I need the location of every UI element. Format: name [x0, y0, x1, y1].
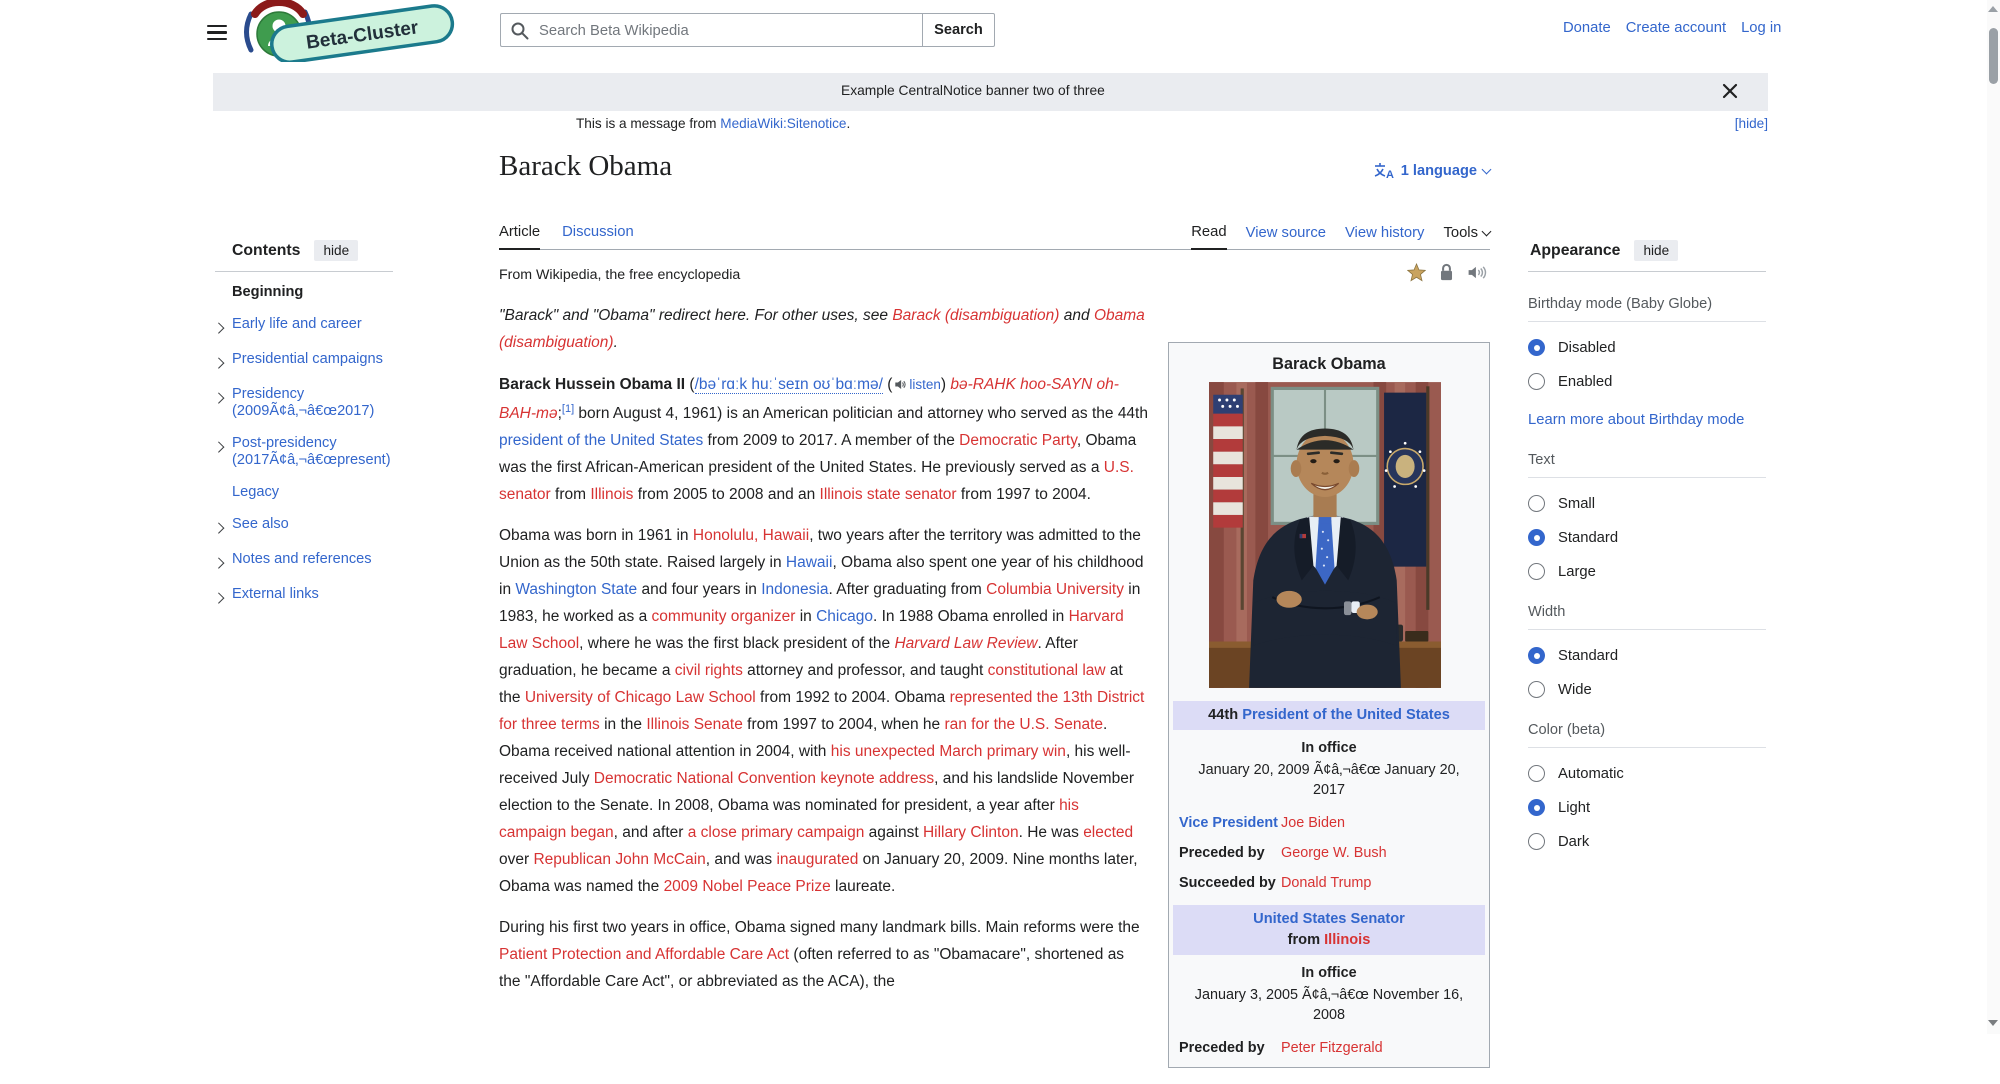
infobox-row-value[interactable]: Donald Trump — [1281, 875, 1372, 891]
text-run: over — [499, 851, 534, 868]
toc-list — [215, 284, 393, 606]
text-run: in — [795, 608, 817, 625]
featured-star-icon — [1407, 263, 1426, 287]
speaker-icon — [894, 373, 907, 400]
beta-cluster-logo-image — [243, 0, 458, 62]
link-create-account[interactable]: Create account — [1625, 20, 1727, 36]
text-run: from 2005 to 2008 and an — [633, 486, 820, 503]
search-icon — [510, 21, 530, 46]
article-link[interactable]: Illinois Senate — [646, 716, 743, 733]
text-run: . After graduating from — [828, 581, 987, 598]
text-run: (often referred to as "Obamacare", shortened as the "Affordable Care Act", or abbreviated as the ACA), the — [499, 946, 1125, 990]
toc-link[interactable]: See also — [232, 516, 289, 532]
article-link[interactable]: Honolulu, Hawaii — [692, 527, 810, 544]
text-run: , Obama also spent one year of his childhood in — [499, 554, 1144, 598]
chevron-down-icon — [1482, 164, 1492, 174]
option-label: Standard — [1558, 647, 1619, 664]
search-button[interactable]: Search — [922, 13, 995, 47]
option-label: Light — [1558, 799, 1591, 816]
article-link[interactable]: inaugurated — [776, 851, 859, 868]
toc-link[interactable]: Legacy — [232, 484, 280, 500]
view-tabs — [1191, 224, 1490, 249]
sitenotice-hide-link[interactable]: [hide] — [1734, 116, 1768, 131]
article-link[interactable]: Columbia University — [986, 581, 1124, 598]
toc-link[interactable]: Early life and career — [232, 316, 362, 332]
appearance-panel — [1528, 240, 1766, 867]
radio-small[interactable] — [1528, 495, 1545, 512]
infobox-row-preceded-by — [1173, 838, 1485, 868]
radio-automatic[interactable] — [1528, 765, 1545, 782]
article-link[interactable]: Republican John McCain — [533, 851, 706, 868]
article-link[interactable]: Chicago — [816, 608, 873, 625]
article-link[interactable]: U.S. senator — [499, 459, 1134, 503]
scroll-down-icon[interactable] — [1988, 1020, 1998, 1026]
infobox-row-label[interactable]: Vice President — [1179, 815, 1278, 831]
text-run: . Obama received national attention in 2004, with — [499, 716, 1108, 760]
link-log-in[interactable]: Log in — [1741, 20, 1782, 36]
text-run: . After graduation, he became a — [499, 635, 1078, 679]
radio-enabled[interactable] — [1528, 373, 1545, 390]
view-read[interactable] — [1191, 224, 1226, 250]
toc-link[interactable]: External links — [232, 586, 319, 602]
toc-link[interactable]: Notes and references — [232, 551, 372, 567]
banner-text: Example CentralNotice banner two of three — [841, 83, 1105, 98]
article-link[interactable]: Patient Protection and Affordable Care Act — [499, 946, 790, 963]
site-subtitle: From Wikipedia, the free encyclopedia — [499, 267, 741, 283]
radio-dark[interactable] — [1528, 833, 1545, 850]
link-donate[interactable]: Donate — [1563, 20, 1611, 36]
article-link[interactable]: his unexpected March primary win — [830, 743, 1066, 760]
text-run: from 1992 to 2004. Obama — [755, 689, 950, 706]
language-count: 1 language — [1400, 162, 1477, 179]
option-color-beta-dark[interactable] — [1528, 833, 1766, 850]
option-text-standard[interactable] — [1528, 529, 1766, 546]
option-color-beta-automatic[interactable] — [1528, 765, 1766, 782]
infobox-sections — [1173, 730, 1485, 1063]
option-birthday-mode-baby-globe-disabled[interactable] — [1528, 339, 1766, 356]
in-office-label: In office — [1301, 965, 1357, 981]
article-link[interactable]: 2009 Nobel Peace Prize — [663, 878, 831, 895]
infobox-row-preceded-by — [1173, 1033, 1485, 1063]
appearance-heading-birthday-mode-baby-globe: Birthday mode (Baby Globe) — [1528, 296, 1766, 322]
article-link[interactable]: Hillary Clinton — [922, 824, 1019, 841]
option-color-beta-light[interactable] — [1528, 799, 1766, 816]
infobox-row-value[interactable]: George W. Bush — [1281, 845, 1387, 861]
article-link[interactable]: Illinois — [1324, 932, 1371, 948]
article-link[interactable]: University of Chicago Law School — [524, 689, 756, 706]
article-link[interactable]: elected — [1083, 824, 1134, 841]
article-link[interactable]: [1] — [561, 402, 575, 415]
toc-link[interactable]: Presidential campaigns — [232, 351, 383, 367]
beta-cluster-logo[interactable] — [243, 0, 458, 62]
article-link[interactable]: Washington State — [515, 581, 638, 598]
title-row — [499, 150, 1490, 196]
sitenotice-text — [576, 116, 850, 131]
text-run: Obama was born in 1961 in — [499, 527, 693, 544]
toc-item-early-life-and-career — [215, 316, 393, 336]
article-link[interactable]: bə-RAHK hoo-SAYN oh-BAH-mə — [499, 376, 1119, 422]
infobox-office-header — [1173, 905, 1485, 955]
text-run: in 1983, he worked as a — [499, 581, 1141, 625]
article-link[interactable]: president of the United States — [499, 432, 704, 449]
table-of-contents — [215, 240, 393, 621]
option-text-large[interactable] — [1528, 563, 1766, 580]
toc-item-presidency-2009-2017 — [215, 386, 393, 420]
office-header-line — [1175, 930, 1483, 951]
chevron-right-icon[interactable] — [215, 316, 232, 336]
text-run: at the — [499, 662, 1123, 706]
infobox-title: Barack Obama — [1272, 355, 1386, 373]
text-run: in the — [599, 716, 647, 733]
language-selector[interactable] — [1374, 162, 1490, 179]
close-icon[interactable] — [1718, 80, 1742, 104]
toc-item-notes-and-references — [215, 551, 393, 571]
toc-link[interactable]: Beginning — [232, 284, 304, 300]
appearance-hide-button[interactable]: hide — [1634, 240, 1678, 261]
infobox-caption — [1173, 701, 1485, 730]
appearance-heading-text: Text — [1528, 452, 1766, 478]
article-link[interactable]: Harvard Law Review — [894, 635, 1038, 652]
radio-disabled[interactable] — [1528, 339, 1545, 356]
view-view-source[interactable] — [1246, 225, 1326, 249]
text-run: Barack Hussein Obama II — [499, 376, 686, 393]
article-link[interactable]: his campaign began — [499, 797, 1079, 841]
text-run: During his first two years in office, Obama signed many landmark bills. Main reforms were the — [499, 919, 1140, 936]
view-label: Tools — [1443, 225, 1478, 241]
chevron-right-icon[interactable] — [215, 351, 232, 371]
appearance-title: Appearance — [1530, 241, 1621, 259]
appearance-heading-width: Width — [1528, 604, 1766, 630]
text-run: 44th — [1208, 707, 1243, 723]
toc-item-see-also — [215, 516, 393, 536]
office-dates: January 20, 2009 Ã¢â‚¬â€œ January 20, 2017 — [1198, 762, 1460, 798]
radio-standard[interactable] — [1528, 647, 1545, 664]
sitenotice — [213, 112, 1768, 136]
search-input[interactable] — [537, 14, 916, 48]
infobox-row-value[interactable]: Joe Biden — [1281, 815, 1346, 831]
menu-icon[interactable] — [205, 19, 231, 43]
infobox — [1168, 342, 1490, 1068]
article-link[interactable]: Harvard Law School — [499, 608, 1124, 652]
toc-link[interactable]: Post-presidency (2017Ã¢â‚¬â€œpresent) — [232, 435, 391, 468]
appearance-heading-color-beta: Color (beta) — [1528, 722, 1766, 748]
infobox-row-label: Preceded by — [1179, 1040, 1265, 1056]
namespace-tabs — [499, 224, 656, 249]
article-link[interactable]: Democratic Party — [959, 432, 1077, 449]
chevron-right-icon[interactable] — [215, 586, 232, 606]
chevron-right-icon[interactable] — [215, 435, 232, 455]
option-label: Enabled — [1558, 373, 1613, 390]
appearance-header — [1528, 240, 1766, 272]
page-indicators — [1405, 263, 1490, 287]
infobox-row-vice-president — [1173, 808, 1485, 838]
article-link[interactable]: Barack (disambiguation) — [892, 307, 1060, 324]
toc-item-post-presidency-2017-present — [215, 435, 393, 469]
toc-item-beginning — [215, 284, 393, 301]
subtitle-row — [499, 263, 1490, 287]
text-run: and four years in — [637, 581, 762, 598]
text-run: . — [613, 334, 618, 351]
main-content — [499, 140, 1490, 1084]
infobox-row-label: Preceded by — [1179, 845, 1265, 861]
text-run: from 2009 to 2017. A member of the — [703, 432, 960, 449]
article-link[interactable]: Illinois — [590, 486, 634, 503]
text-run: . He was — [1018, 824, 1084, 841]
article-link[interactable]: /bəˈrɑːk huːˈseɪn oʊˈbɑːmə/ — [694, 376, 883, 393]
chevron-right-icon[interactable] — [215, 551, 232, 571]
spoken-audio-icon — [1467, 264, 1488, 286]
text-run: , and after — [613, 824, 688, 841]
text-run: , Obama was the first African-American president of the United States. He previously served as a — [499, 432, 1137, 476]
option-label: Small — [1558, 495, 1595, 512]
text-run: ; — [557, 405, 562, 422]
text-run: from — [550, 486, 591, 503]
option-label: Disabled — [1558, 339, 1616, 356]
text-run: born August 4, 1961) is an American politician and attorney who served as the 44th — [574, 405, 1148, 422]
sitenotice-prefix: This is a message from — [576, 116, 721, 131]
tab-discussion[interactable]: Discussion — [562, 224, 634, 240]
toc-item-legacy — [215, 484, 393, 501]
article-link[interactable]: Obama (disambiguation) — [499, 307, 1145, 351]
article-link[interactable]: listen — [909, 377, 941, 392]
tab-bar — [499, 224, 1490, 250]
text-run: , and his landslide November election to the Senate. In 2008, Obama was nominated for president, a year after — [499, 770, 1134, 814]
chevron-right-icon[interactable] — [215, 386, 232, 406]
article-link[interactable]: represented the 13th District for three terms — [499, 689, 1145, 733]
toc-spacer — [215, 484, 232, 487]
article-link[interactable]: civil rights — [674, 662, 743, 679]
sitenotice-suffix: . — [846, 116, 851, 131]
toc-item-presidential-campaigns — [215, 351, 393, 371]
text-run: ( — [882, 376, 893, 393]
text-run: , and was — [705, 851, 777, 868]
article-link[interactable]: ran for the U.S. Senate — [944, 716, 1104, 733]
option-label: Standard — [1558, 529, 1619, 546]
scrollbar[interactable] — [1987, 0, 2000, 1034]
central-notice-banner — [213, 73, 1768, 111]
radio-light[interactable] — [1528, 799, 1545, 816]
article-link[interactable]: Illinois state senator — [819, 486, 957, 503]
obama-portrait-image[interactable] — [1209, 382, 1449, 694]
infobox-row-value[interactable]: Peter Fitzgerald — [1281, 1040, 1383, 1056]
text-run: on January 20, 2009. Nine months later, Obama was named the — [499, 851, 1138, 895]
option-width-wide[interactable] — [1528, 681, 1766, 698]
office-header-line — [1175, 909, 1483, 930]
in-office-label: In office — [1301, 740, 1357, 756]
text-run: and — [1059, 307, 1094, 324]
text-run: , two years after the territory was admitted to the Union as the 50th state. Raised largely in — [499, 527, 1141, 571]
toc-hide-button[interactable]: hide — [314, 240, 358, 261]
link-learn-more-about-birthday-mode[interactable]: Learn more about Birthday mode — [1528, 412, 1745, 428]
article-link[interactable]: community organizer — [651, 608, 796, 625]
user-links — [1563, 20, 1781, 36]
view-label: View history — [1344, 225, 1425, 241]
view-label: View source — [1245, 225, 1326, 241]
text-run: from — [1287, 932, 1325, 948]
view-label: Read — [1191, 224, 1227, 240]
appearance-sections — [1528, 296, 1766, 850]
option-label: Large — [1558, 563, 1596, 580]
radio-wide[interactable] — [1528, 681, 1545, 698]
toc-item-external-links — [215, 586, 393, 606]
radio-standard[interactable] — [1528, 529, 1545, 546]
radio-large[interactable] — [1528, 563, 1545, 580]
option-text-small[interactable] — [1528, 495, 1766, 512]
scrollbar-thumb[interactable] — [1989, 28, 1998, 84]
toc-spacer — [215, 284, 232, 287]
tab-article[interactable]: Article — [499, 224, 540, 250]
scroll-up-icon[interactable] — [1988, 6, 1998, 12]
header-bar — [0, 0, 2000, 62]
sitenotice-link[interactable]: MediaWiki:Sitenotice — [720, 116, 847, 131]
toc-title: Contents — [232, 241, 301, 259]
infobox-row-succeeded-by — [1173, 868, 1485, 898]
option-label: Dark — [1558, 833, 1590, 850]
text-run: attorney and professor, and taught — [742, 662, 988, 679]
text-run: from 1997 to 2004, when he — [742, 716, 945, 733]
article-link[interactable]: constitutional law — [987, 662, 1106, 679]
article-body — [499, 302, 1490, 1056]
search-form — [500, 13, 995, 47]
page-title: Barack Obama — [499, 150, 673, 182]
option-birthday-mode-baby-globe-enabled[interactable] — [1528, 373, 1766, 390]
text-run: "Barack" and "Obama" redirect here. For other uses, see — [499, 307, 893, 324]
text-run: from 1997 to 2004. — [956, 486, 1091, 503]
article-link[interactable]: President of the United States — [1242, 707, 1450, 723]
text-run: laureate. — [830, 878, 896, 895]
view-view-history[interactable] — [1345, 225, 1425, 249]
option-label: Wide — [1558, 681, 1592, 698]
svg-text:A: A — [1385, 169, 1394, 179]
view-tools[interactable] — [1443, 225, 1490, 249]
infobox-row-label: Succeeded by — [1179, 875, 1276, 891]
text-run: against — [864, 824, 923, 841]
option-label: Automatic — [1558, 765, 1624, 782]
article-link[interactable]: Indonesia — [761, 581, 829, 598]
text-run: , his well-received July — [499, 743, 1131, 787]
article-link[interactable]: Democratic National Convention keynote address — [593, 770, 935, 787]
article-link[interactable]: United States Senator — [1253, 911, 1405, 927]
page-lock-icon — [1438, 263, 1455, 287]
article-link[interactable]: Hawaii — [785, 554, 833, 571]
logo-text: Beta-Cluster — [304, 17, 420, 54]
toc-link[interactable]: Presidency (2009Ã¢â‚¬â€œ2017) — [232, 386, 375, 419]
chevron-right-icon[interactable] — [215, 516, 232, 536]
text-run: . In 1988 Obama enrolled in — [872, 608, 1069, 625]
toc-header — [215, 240, 393, 272]
text-run: ( — [685, 376, 695, 393]
chevron-down-icon — [1482, 227, 1492, 237]
language-icon — [1374, 162, 1395, 179]
text-run: ) — [940, 376, 951, 393]
option-width-standard[interactable] — [1528, 647, 1766, 664]
article-link[interactable]: a close primary campaign — [687, 824, 865, 841]
search-box — [500, 13, 922, 47]
text-run: , where he was the first black president of the — [579, 635, 895, 652]
office-dates: January 3, 2005 Ã¢â‚¬â€œ November 16, 2008 — [1194, 987, 1464, 1023]
